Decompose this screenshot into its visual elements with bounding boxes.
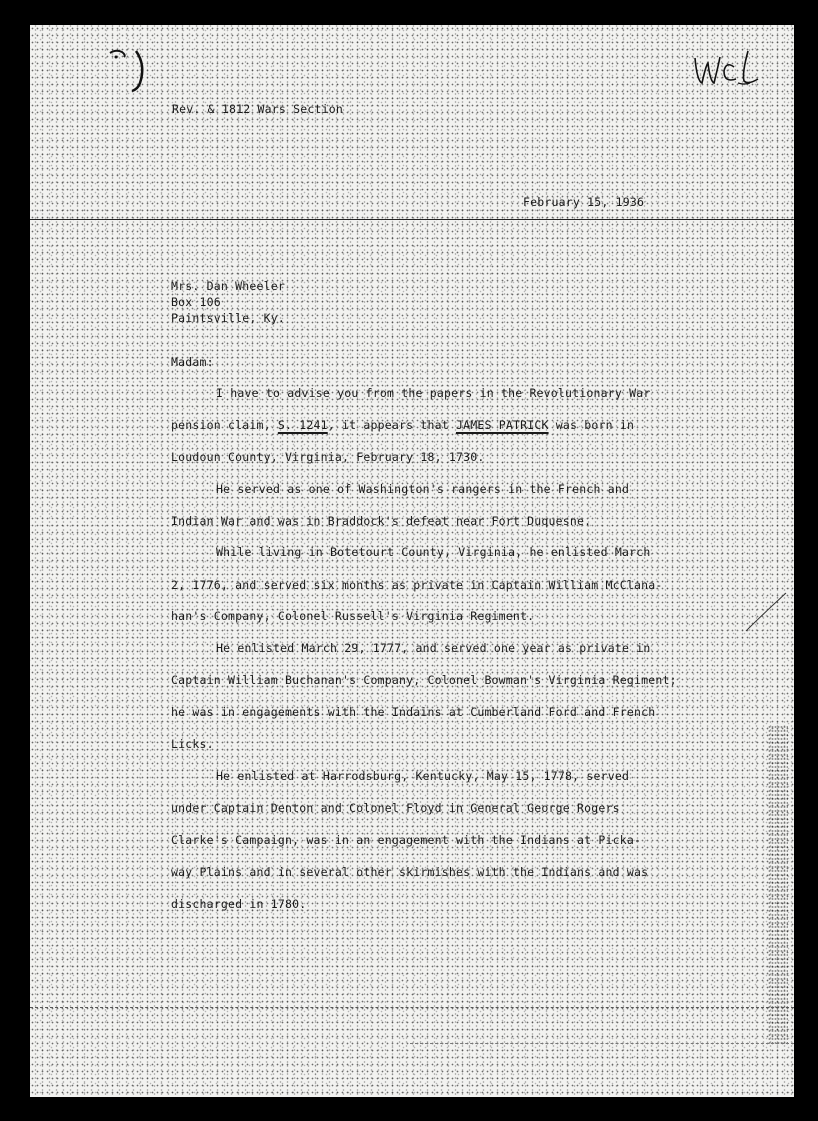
recipient-box: Box 106 — [171, 295, 221, 309]
letter-date: February 15, 1936 — [523, 195, 645, 209]
body-line: He enlisted at Harrodsburg, Kentucky, May 15, 1778, served — [216, 769, 630, 783]
soldier-name: JAMES PATRICK — [455, 418, 549, 432]
header-divider — [30, 219, 794, 220]
body-line: While living in Botetourt County, Virginia, he enlisted March — [216, 545, 651, 559]
claim-number: S. 1241 — [277, 418, 328, 432]
body-line: he was in engagements with the Indains at Cumberland Ford and French — [171, 705, 656, 719]
pen-mark — [102, 45, 152, 95]
body-line: under Captain Denton and Colonel Floyd in General George Rogers — [171, 801, 620, 815]
recipient-city: Paintsville, Ky. — [171, 311, 285, 325]
body-line: discharged in 1780. — [171, 897, 307, 911]
body-line: He served as one of Washington's rangers in the French and — [216, 482, 630, 496]
body-line: Licks. — [171, 737, 214, 751]
section-heading: Rev. & 1812 Wars Section — [172, 102, 343, 116]
body-text: was born in — [548, 418, 635, 432]
recipient-name: Mrs. Dan Wheeler — [171, 279, 285, 293]
bottom-dashed-line — [30, 1007, 794, 1008]
body-line: han's Company, Colonel Russell's Virginia Regiment. — [171, 609, 535, 623]
handwritten-initials — [690, 43, 770, 88]
body-line: Captain William Buchanan's Company, Colonel Bowman's Virginia Regiment; — [171, 673, 677, 687]
scan-mark — [742, 585, 792, 635]
body-line: 2, 1776, and served six months as private in Captain William McClana- — [171, 578, 663, 592]
body-line: way Plains and in several other skirmishes with the Indians and was — [171, 865, 649, 879]
body-line: Clarke's Campaign, was in an engagement with the Indians at Picka- — [171, 833, 642, 847]
body-line: Loudoun County, Virginia, February 18, 1730. — [171, 450, 485, 464]
body-line: He enlisted March 29, 1777, and served one year as private in — [216, 641, 651, 655]
body-text: , it appears that — [327, 418, 456, 432]
salutation: Madam: — [171, 355, 214, 369]
body-line: I have to advise you from the papers in the Revolutionary War — [216, 386, 651, 400]
body-line — [171, 418, 634, 432]
document-page — [30, 25, 794, 1097]
scan-edge-noise — [768, 725, 788, 1045]
bottom-dashed-line-2 — [410, 1043, 794, 1044]
body-line: Indian War and was in Braddock's defeat near Fort Duquesne. — [171, 514, 592, 528]
body-text: pension claim, — [171, 418, 278, 432]
